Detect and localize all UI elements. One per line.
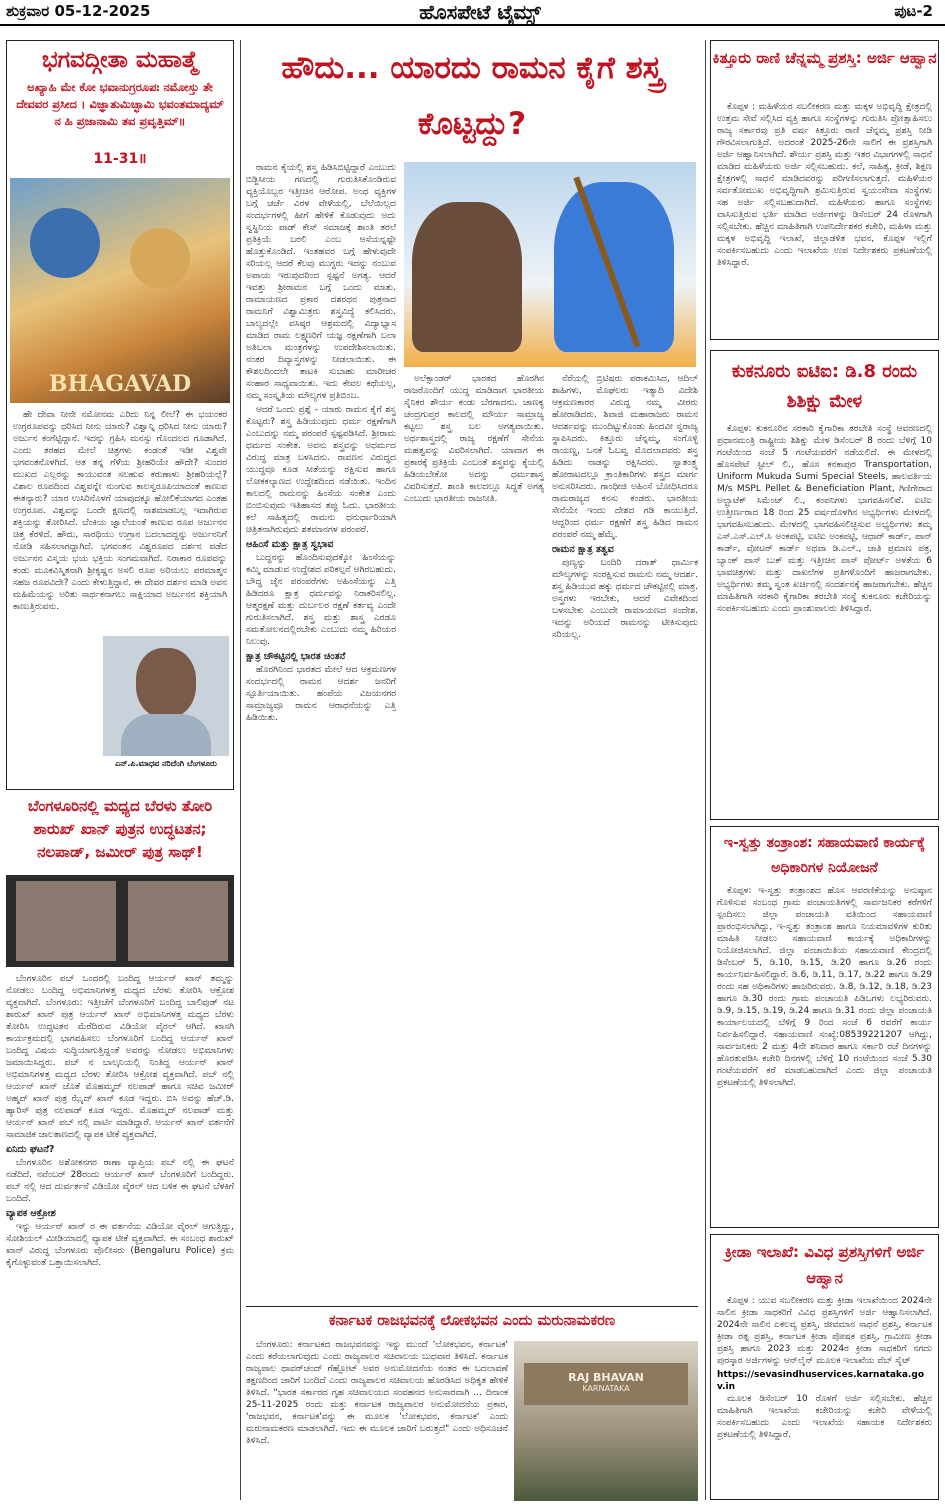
krishna-figure — [30, 208, 100, 278]
pub-photo-2 — [128, 881, 228, 961]
rama-subheading: ರಾಮನ ಕ್ಷಾತ್ರ ತತ್ವವ — [552, 544, 614, 555]
kukanur-article — [710, 350, 939, 820]
gita-body: ಹೇ ದೇವಾ ನೀನೇ ನಮೋನಮ ಎರಿದು ನಿನ್ನ ಲೀಲೆ? ಈ ಭಯಂಕರ ಉಗ್ರರೂಪವನ್ನು ಧರಿಸಿದ ನೀನು ಯಾರು? ವಿಶ್ವಾನ್ನಿ ಧರಿಸಿದ ನೀನು ಯಾರು? ಅರ್ಜುನ ಕಂಗೆಟ್ಟಿದ್ದಾನೆ. ಇದನ್ನು ಗ್ರಹಿಸಿ ಮನಸ್ಸು ಗೊಂದಲದ ಗೂಡಾಗಿದೆ. ಎಂದು ತರಹದ ಮೇಲೆ ಚಿತ್ರಗಳು ಕಂಡಂತೆ ಇಡೀ ವಿಶ್ವವೇ ಭಗವಂತನೊಳಗಿದೆ. ಆತ ತನ್ನ ಗೆಳೆಯ ಶ್ರೀಹರಿಯೇ ಹೌದೇ? ಸುಂದರ ಮುಖದ ಎಲ್ಲರನ್ನು ಕಾಯುವಂತ ಸಲಹುವ ಕರುಣಾಳು ಶ್ರೀಹರಿಯಲ್ಲೆ? ವಿಶಾಲ ರೂಪದಿಂದ ವಿಶ್ವವನ್ನೇ ನುಂಗುವ ಕಾಲಸ್ವರೂಪಿಯಾದಂತೆ ಕಾಣುವ ಈತನ್ಯಾರು? ಯಾರ ಉಸಿರಿನೊಳಗೆ ಯಾವುದಕ್ಕೂ ಹೋಲಿಕೆಯಾಗದ ಎಂತಹ ಉಗ್ರರೂಪ. ವಿಶ್ವವನ್ನು ಒಂದೇ ಕ್ಷಣದಲ್ಲಿ ನಾಶಮಾಡಬಲ್ಲ ಇದಾಗಿರುವ ಶಕ್ತಿಯನ್ನು ತೋರಿಸಿದೆ. ಬೆಂಕಿಯ ಜ್ವಾಲೆಯಂತೆ ಕಾಣುವ ರೂಪ ಅರ್ಜುನನ ಚಿತ್ತ ಕೆರಳಿದೆ. ಹೌದು, ಸಾರಥಿಯು ಉಗ್ರಾನ ಬದಲಾದದ್ದನ್ನು ಅರ್ಜುನನಿಗೆ ನೋಡಿ ಸಹಿಸಲಾಗದ್ದಾಗಿದೆ. ಭಗವಂತನ ವಿಶ್ವರೂಪದ ದರ್ಶನ ಪಡೆದ ಅರ್ಜುನನ ವಿಸ್ಮಯ ಭಯ ಭಕ್ತಿಯ ಸಂಗಮವಾಗಿದೆ. ನಿರಾಕಾರ ರೂಪವನ್ನು ಕಂಡು ಮೂಕವಿಸ್ಮಿತನಾಗಿ ಶ್ರೀಕೃಷ್ಣನ ಅಸಲಿ ರೂಪ ಅರಿಯಲು ಪರಮಾತ್ಮನ ಸಹಜ ರೂಪವಿದೇ? ಎಂದು ಕೇಳುತ್ತಿದ್ದಾನೆ. ಈ ದೇವರ ದರ್ಶನ ಮಾಡಿ ಅವನ ಮಹಿಮೆಯನ್ನು ಅರಿತು ಸಾರ್ಥಕನಾಗಲು ಸಾಕ್ಷಿಯಾದ ಅರ್ಜುನನ ಶಕ್ತಿಯಾಗಿ ಕಾಣುತ್ತಿರುವನು. — [13, 410, 227, 612]
pub-article — [6, 795, 234, 1500]
rama-subheading: ಕ್ಷಾತ್ರ ಚೌಕಟ್ಟಿನಲ್ಲಿ ಭಾರತ ಚಿಂತನೆ — [246, 651, 346, 662]
sports-article — [710, 1234, 939, 1500]
author-shirt — [121, 714, 211, 756]
kittur-title: ಕಿತ್ತೂರು ರಾಣಿ ಚೆನ್ನಮ್ಮ ಪ್ರಶಸ್ತಿ: ಅರ್ಜಿ ಆಹ್ವಾನ — [712, 49, 937, 67]
rama-col2: ಅಲೆಕ್ಸಾಂಡರ್ ಭಾರತದ ಹೊರಗಿನ ರಾಜರೊಂದಿಗೆ ಯುದ್ಧ ಮಾಡಿದಾಗ ಭಾರತೀಯ ಸೈನಿಕರ ಶೌರ್ಯ ಕಂಡು ಬೆರಗಾದನು. ಚಾಣಕ್ಯ ಚಂದ್ರಗುಪ್ತರ ಕಾಲದಲ್ಲಿ ಮೌರ್ಯ ಸಾಮ್ರಾಜ್ಯ ಕಟ್ಟಲು ಶಸ್ತ್ರ ಬಲ ಅಗತ್ಯವಾಯಿತು. ಅರ್ಥಶಾಸ್ತ್ರದಲ್ಲಿ ರಾಜ್ಯ ರಕ್ಷಣೆಗೆ ಸೇನೆಯ ಮಹತ್ವವನ್ನು ವಿವರಿಸಲಾಗಿದೆ. ಯಾವಾಗ ಈ ಪ್ರಕಾರಕ್ಕೆ ಪ್ರತಿಕ್ರಿಯೆ ಎಂಬಂತೆ ಶಸ್ತ್ರವನ್ನು ಕೈಯಲ್ಲಿ ಹಿಡಿಯಬೇಕೋ ಅದನ್ನು ಧರ್ಮಶಾಸ್ತ್ರ ವಿವರಿಸುತ್ತದೆ. ಶಾಂತಿ ಕಾಲದಲ್ಲೂ ಸಿದ್ಧತೆ ಅಗತ್ಯ ಎಂಬುದು ಭಾರತೀಯ ರಾಜನೀತಿ. — [404, 374, 544, 504]
gita-cover-title: BHAGAVAD — [48, 371, 192, 397]
author-caption: ಎನ್.ಪಿ.ಮಾಧವ ನರಿದೆಂಗಿ ಬೆಂಗಳೂರು — [115, 759, 217, 768]
gita-body-wrap — [13, 641, 99, 751]
column-divider — [705, 40, 706, 1500]
rajbhavan-article — [246, 1306, 698, 1502]
sports-body: ಕೊಪ್ಪಳ : ಯುವ ಸಬಲೀಕರಣ ಮತ್ತು ಕ್ರೀಡಾ ಇಲಾಖೆಯಿಂದ 2024ನೇ ಸಾಲಿನ ಕ್ರೀಡಾ ಸಾಧಕರಿಗೆ ವಿವಿಧ ಪ್ರಶಸ್ತಿಗಳಿಗೆ ಅರ್ಜಿ ಆಹ್ವಾನಿಸಲಾಗಿದೆ. 2024ನೇ ಸಾಲಿನ ಏಕಲವ್ಯ ಪ್ರಶಸ್ತಿ, ಜೀವಮಾನ ಸಾಧನೆ ಪ್ರಶಸ್ತಿ, ಕರ್ನಾಟಕ ಕ್ರೀಡಾ ರತ್ನ ಪ್ರಶಸ್ತಿ, ಕರ್ನಾಟಕ ಕ್ರೀಡಾ ಪೋಷಕ ಪ್ರಶಸ್ತಿ, ಗ್ರಾಮೀಣ ಕ್ರೀಡಾ ಪ್ರಶಸ್ತಿ ಹಾಗೂ 2023 ಮತ್ತು 2024ರ ಕ್ರೀಡಾ ಸಾಧಕರಿಗೆ ನಗದು ಪುರಸ್ಕಾರ ಅರ್ಜಿಗಳನ್ನು ಆನ್‌ಲೈನ್ ಮೂಲಕ ಇಲಾಖೆಯ ವೆಬ್ ಸೈಟ್ https://sevasindhuservices.karnataka.gov.in ಮೂಲಕ ಡಿಸೆಂಬರ್ 10 ರೊಳಗೆ ಅರ್ಜಿ ಸಲ್ಲಿಸಬೇಕು. ಹೆಚ್ಚಿನ ಮಾಹಿತಿಗಾಗಿ ಇಲಾಖೆಯ ಕಚೇರಿಯನ್ನು ಕಚೇರಿ ವೇಳೆಯಲ್ಲಿ ಸಂಪರ್ಕಿಸಬಹುದು ಎಂದು ಇಲಾಖೆಯ ಸಹಾಯಕ ನಿರ್ದೇಶಕರು ಪ್ರಕಟಣೆಯಲ್ಲಿ ತಿಳಿಸಿದ್ದಾರೆ. — [717, 1296, 932, 1440]
kukanur-body: ಕೊಪ್ಪಳ: ಕುಕನೂರಿನ ಸರಕಾರಿ ಕೈಗಾರಿಕಾ ತರಬೇತಿ ಸಂಸ್ಥೆ ಆವರಣದಲ್ಲಿ ಪ್ರಧಾನಮಂತ್ರಿ ರಾಷ್ಟ್ರೀಯ ಶಿಶಿಕ್ಷು ಮೇಳ ಡಿಸೆಂಬರ್ 8 ರಂದು ಬೆಳಿಗ್ಗೆ 10 ಗಂಟೆಯಿಂದ ಸಂಜೆ 5 ಗಂಟೆಯವರೆಗೆ ನಡೆಯಲಿದೆ. ಈ ಮೇಳದಲ್ಲಿ ಹೊಸಪೇಟೆ ಸ್ಟೀಲ್ ಲಿ., ಹೊಸ ಕನಕಾಪುರ Transportation, Uniform Mukuda Sumi Special Steels, ಹಾಲವರ್ತಿಯ M/s MSPL Pellet & Beneficiation Plant, ಗಿಣಿಗೇರಾದ ಅಲ್ಟ್ರಾಟೆಕ್ ಸಿಮೆಂಟ್ ಲಿ., ಕಂಪನಿಗಳು ಭಾಗವಹಿಸಲಿವೆ. ಐಟಿಐ ಉತ್ತೀರ್ಣರಾದ 18 ರಿಂದ 25 ವರ್ಷದೊಳಗಿನ ಅಭ್ಯರ್ಥಿಗಳು ಮೇಳದಲ್ಲಿ ಭಾಗವಹಿಸಬಹುದು. ಮೇಳದಲ್ಲಿ ಭಾಗವಹಿಸಲಿಚ್ಛಿಸುವ ಅಭ್ಯರ್ಥಿಗಳು ತಮ್ಮ ಎಸ್.ಎಸ್.ಎಲ್.ಸಿ ಅಂಕಪಟ್ಟಿ, ಐಟಿಐ ಅಂಕಪಟ್ಟಿ, ಆಧಾರ್ ಕಾರ್ಡ್, ಪಾನ್ ಕಾರ್ಡ್, ವೋಟರ್ ಕಾರ್ಡ್ ಅಥವಾ ಡಿ.ಎಲ್., ಜಾತಿ ಪ್ರಮಾಣ ಪತ್ರ, ಬ್ಯಾಂಕ್ ಪಾಸ್ ಬುಕ್ ಮತ್ತು ಇತ್ತೀಚಿನ ಪಾಸ್ ಪೋರ್ಟ್ ಅಳತೆಯ 6 ಭಾವಚಿತ್ರಗಳು ಮತ್ತು ದಾಖಲೆಗಳ ಪ್ರತಿಗಳೊಂದಿಗೆ ಹಾಜರಾಗಬೇಕು. ಅಭ್ಯರ್ಥಿಗಳು ತಮ್ಮ ಸ್ವಂತ ಖರ್ಚಿನಲ್ಲಿ ಸಂದರ್ಶನಕ್ಕೆ ಹಾಜರಾಗಬೇಕು. ಹೆಚ್ಚಿನ ಮಾಹಿತಿಗಾಗಿ ಸರಕಾರಿ ಕೈಗಾರಿಕಾ ತರಬೇತಿ ಸಂಸ್ಥೆ ಕುಕನೂರು ಕಚೇರಿಯನ್ನು ಸಂಪರ್ಕಿಸಬಹುದು ಎಂದು ಪ್ರಾಂಶುಪಾಲರು ತಿಳಿಸಿದ್ದಾರೆ. — [717, 424, 932, 614]
rama-col1: ರಾಮನ ಕೈಯಲ್ಲಿ ಶಸ್ತ್ರ ಹಿಡಿಸಿಬಿಟ್ಟಿದ್ದಾರೆ ಎಂಬುದು ಬಿಡ್ಜಿಸೀಯ ಗಣದಲ್ಲಿ ಗುರುತಿಸಿಕೊಂಡಿರುವ ವ್ಯಕ್ತಿಯೊಬ್ಬರ ಇತ್ತೀಚಿನ ಆರೋಪ. ಅಂಥ ವ್ಯಕ್ತಿಗಳ ಬಗ್ಗೆ ಚರ್ಚೆ ವಿರಳ ವೇಳೆಯಲ್ಲಿ, ಬೆಲೆಯಿಲ್ಲದ ಸಂದರ್ಭಗಳಲ್ಲಿ ಹೀಗೆ ಹೇಳಿಕೆ ಕೊಡುವುದು ಅದು ಸ್ವಸ್ಥಿನಿಯ ಪಾಡ್ ಕೇಸ್ ಸಮಾಜಕ್ಕೆ ಶಾಂತಿ ತರಲೆ ಪ್ರತಿಕ್ರಿಯೆ ಬರಲಿ ಎಂಬ ಆಸೆಯನ್ನಷ್ಟೇ ಹೊತ್ತುಕೊಂಡಿದೆ. ಇಂತಹವರ ಬಗ್ಗೆ ಹೇಳುವುದೇ ಸರಿಯಲ್ಲ ಆದರೆ ಕೆಲವು ಮುಗ್ಧರು ಇದನ್ನು ನಂಬುವ ಅಪಾಯ ಇರುವುದರಿಂದ ಸ್ಪಷ್ಟನೆ ಅಗತ್ಯ. ಆದರೆ ಇವತ್ತು ಶ್ರೀರಾಮನ ಬಗ್ಗೆ ಒಂದು ಮಾತು. ರಾಮಾಯಣದ ಪ್ರಕಾರ ದಶರಥನ ಪುತ್ರನಾದ ರಾಮನಿಗೆ ವಿಶ್ವಾಮಿತ್ರರು ಶಸ್ತ್ರವಿದ್ಯೆ ಕಲಿಸಿದರು. ಬಾಲ್ಯದಲ್ಲೇ ವಸಿಷ್ಠರ ಆಶ್ರಮದಲ್ಲಿ ವಿದ್ಯಾಭ್ಯಾಸ ಮಾಡಿದ ರಾಮ ಲಕ್ಷ್ಮಣರಿಗೆ ಯಜ್ಞ ರಕ್ಷಣೆಗಾಗಿ ಬಲಾ ಅತಿಬಲಾ ಮಂತ್ರಗಳನ್ನು ಉಪದೇಶಿಸಲಾಯಿತು. ನಂತರ ದಿವ್ಯಾಸ್ತ್ರಗಳನ್ನು ನೀಡಲಾಯಿತು. ಈ ಕೌಶಲದಿಂದಲೇ ತಾಟಕಿ ಸುಬಾಹು ಮಾರೀಚರ ಸಂಹಾರ ಸಾಧ್ಯವಾಯಿತು. ಇದು ಕೇವಲ ಕಥೆಯಲ್ಲ, ನಮ್ಮ ಸಂಸ್ಕೃತಿಯ ಮೌಲ್ಯಗಳ ಪ್ರತಿಬಿಂಬ. ಆದರೆ ಒಂದು ಪ್ರಶ್ನೆ - ಯಾರು ರಾಮನ ಕೈಗೆ ಶಸ್ತ್ರ ಕೊಟ್ಟರು? ಶಸ್ತ್ರ ಹಿಡಿಯುವುದು ಧರ್ಮ ರಕ್ಷಣೆಗಾಗಿ ಎಂಬುದನ್ನು ನಮ್ಮ ಪರಂಪರೆ ಸ್ಪಷ್ಟಪಡಿಸಿದೆ. ಶ್ರೀರಾಮ ಧರ್ಮದ ಸಂಕೇತ. ಅವನು ಶಸ್ತ್ರವನ್ನು ಅಧರ್ಮದ ವಿರುದ್ಧ ಮಾತ್ರ ಬಳಸಿದನು. ರಾವಣನ ವಿರುದ್ಧದ ಯುದ್ಧವೂ ಕೂಡ ಸೀತೆಯನ್ನು ರಕ್ಷಿಸುವ ಹಾಗೂ ಲೋಕಕಲ್ಯಾಣದ ಉದ್ದೇಶದಿಂದ ನಡೆಯಿತು. ಇಂದಿನ ಕಾಲದಲ್ಲಿ ರಾಮನನ್ನು ಹಿಂಸೆಯ ಸಂಕೇತ ಎಂದು ಬಿಂಬಿಸುವುದು ಇತಿಹಾಸದ ತಪ್ಪು ಓದು. ಭಾರತೀಯ ಕಲೆ ಸಾಹಿತ್ಯದಲ್ಲಿ ರಾಮನು ಧನುರ್ಧಾರಿಯಾಗಿ ಚಿತ್ರಿತನಾಗಿರುವುದು ಶತಮಾನಗಳ ಪರಂಪರೆ. ಆಹಿಂಸೆ ಮತ್ತು ಕ್ಷಾತ್ರ ಸ್ವಭಾವ ಬುದ್ಧನನ್ನು ಹೊಂದಿಸುವುದಕ್ಕೋ ಹಿಂಸೆಯನ್ನು ಕಮ್ಮಿ ಮಾಡುವ ಉದ್ದೇಶದ ಪರಿಕಲ್ಪನೆ ಆಗಿರಬಹುದು. ಬೌದ್ಧ ಜೈನ ಪರಂಪರೆಗಳು ಅಹಿಂಸೆಯನ್ನು ಎತ್ತಿ ಹಿಡಿದರೂ ಕ್ಷಾತ್ರ ಧರ್ಮವನ್ನು ನಿರಾಕರಿಸಲಿಲ್ಲ. ಆತ್ಮರಕ್ಷಣೆ ಮತ್ತು ದುರ್ಬಲರ ರಕ್ಷಣೆ ಕರ್ತವ್ಯ ಎಂದೇ ಗುರುತಿಸಲಾಗಿದೆ. ಶಸ್ತ್ರ ಮತ್ತು ಶಾಸ್ತ್ರ ಎರಡೂ ಸಮತೋಲನದಲ್ಲಿರಬೇಕು ಎಂಬುದು ನಮ್ಮ ಹಿರಿಯರ ನಿಲುವು. ಕ್ಷಾತ್ರ ಚೌಕಟ್ಟಿನಲ್ಲಿ ಭಾರತ ಚಿಂತನೆ ಹೊರಗಿನಿಂದ ಭಾರತದ ಮೇಲೆ ಆದ ಆಕ್ರಮಣಗಳ ಸಂದರ್ಭದಲ್ಲಿ ರಾಮನ ಆದರ್ಶ ಜನರಿಗೆ ಸ್ಫೂರ್ತಿಯಾಯಿತು. ಹಂಪೆಯ ವಿಜಯನಗರ ಸಾಮ್ರಾಜ್ಯವೂ ರಾಮನ ಆರಾಧನೆಯನ್ನು ಎತ್ತಿ ಹಿಡಿಯಿತು. — [246, 163, 396, 723]
pub-subheading: ಏನಿದು ಘಟನೆ? — [6, 1144, 55, 1155]
gita-article — [6, 40, 234, 790]
pub-photo-strip — [6, 875, 234, 967]
arjuna-figure — [130, 228, 190, 288]
pub-subheading: ವ್ಯಾಪಕ ಆಕ್ರೋಶ — [6, 1208, 56, 1219]
page-number: ಪುಟ-2 — [894, 2, 933, 20]
rama-figure — [554, 182, 674, 352]
author-face — [136, 648, 196, 718]
kittur-body: ಕೊಪ್ಪಳ : ಮಹಿಳೆಯರ ಸಬಲೀಕರಣ ಮತ್ತು ಮಕ್ಕಳ ಅಭಿವೃದ್ಧಿ ಕ್ಷೇತ್ರದಲ್ಲಿ ಉತ್ತಮ ಸೇವೆ ಸಲ್ಲಿಸಿದ ವ್ಯಕ್ತಿ ಹಾಗೂ ಸಂಸ್ಥೆಗಳನ್ನು ಗುರುತಿಸಿ ಪ್ರೋತ್ಸಾಹಿಸಲು ರಾಜ್ಯ ಸರ್ಕಾರವು ಪ್ರತಿ ವರ್ಷ ಕಿತ್ತೂರು ರಾಣಿ ಚೆನ್ನಮ್ಮ ಪ್ರಶಸ್ತಿ ನೀಡಿ ಗೌರವಿಸಲಾಗುತ್ತಿದೆ. ಅದರಂತೆ 2025-26ನೇ ಸಾಲಿಗೆ ಈ ಪ್ರಶಸ್ತಿಗಾಗಿ ಅರ್ಜಿ ಆಹ್ವಾನಿಸಲಾಗಿದೆ. ಶೌರ್ಯ ಪ್ರಶಸ್ತಿ ಮತ್ತು ಇತರ ವಿಭಾಗಗಳಲ್ಲಿ ಸಾಧನೆ ಮಾಡಿದ ಮಹಿಳೆಯರು ಅರ್ಜಿ ಸಲ್ಲಿಸಬಹುದು. ಕಲೆ, ಸಾಹಿತ್ಯ, ಕ್ರೀಡೆ, ಶಿಕ್ಷಣ ಕ್ಷೇತ್ರಗಳಲ್ಲಿ ಸಾಧನೆ ಮಾಡಿದವರನ್ನು ಪರಿಗಣಿಸಲಾಗುತ್ತದೆ. ಮಹಿಳೆಯರ ಸರ್ವತೋಮುಖ ಅಭಿವೃದ್ಧಿಗಾಗಿ ಶ್ರಮಿಸುತ್ತಿರುವ ಸ್ವಯಂಸೇವಾ ಸಂಸ್ಥೆಗಳು ಸಹ ಅರ್ಜಿ ಸಲ್ಲಿಸಬಹುದಾಗಿದೆ. ಮಹಿಳೆಯರು ಹಾಗೂ ಸಂಸ್ಥೆಗಳು ವಾಸಿಸುತ್ತಿರುವ ಭರ್ತಿ ಮಾಡಿದ ಅರ್ಜಿಗಳನ್ನು ಡಿಸೆಂಬರ್ 24 ರೊಳಗಾಗಿ ಸಲ್ಲಿಸಬೇಕು. ಹೆಚ್ಚಿನ ಮಾಹಿತಿಗಾಗಿ ಉಪನಿರ್ದೇಶಕರ ಕಚೇರಿ, ಮಹಿಳಾ ಮತ್ತು ಮಕ್ಕಳ ಅಭಿವೃದ್ಧಿ ಇಲಾಖೆ, ಜಿಲ್ಲಾಡಳಿತ ಭವನ, ಕೊಪ್ಪಳ ಇಲ್ಲಿಗೆ ಸಂಪರ್ಕಿಸಬಹುದು ಎಂದು ಇಲಾಖೆಯ ಉಪ ನಿರ್ದೇಶಕರು ಪ್ರಕಟಣೆಯಲ್ಲಿ ತಿಳಿಸಿದ್ದಾರೆ. — [717, 102, 932, 268]
pub-body: ಬೆಂಗಳೂರಿನ ಪಬ್ ಒಂದರಲ್ಲಿ ಬಂದಿದ್ದ ಆರ್ಯನ್ ಖಾನ್ ತಮ್ಮನ್ನು ನೋಡಲು ಬಂದಿದ್ದ ಅಭಿಮಾನಿಗಳತ್ತ ಮಧ್ಯದ ಬೆರಳು ತೋರಿಸಿ ಆಕ್ರೋಶ ವ್ಯಕ್ತವಾಗಿದೆ. ಬೆಂಗಳೂರು: ಇತ್ತೀಚೆಗೆ ಬೆಂಗಳೂರಿಗೆ ಬಂದಿದ್ದ ಬಾಲಿವುಡ್ ನಟ ಶಾರುಖ್ ಖಾನ್ ಪುತ್ರ ಆರ್ಯನ್ ಖಾನ್ ಅಭಿಮಾನಿಗಳತ್ತ ಮಧ್ಯದ ಬೆರಳು ತೋರಿಸಿ ಉದ್ಧಟತನ ಮೆರೆದಿರುವ ವಿಡಿಯೋ ವೈರಲ್ ಆಗಿದೆ. ಖಾಸಗಿ ಕಾರ್ಯಕ್ರಮದಲ್ಲಿ ಭಾಗವಹಿಸಲು ಬೆಂಗಳೂರಿಗೆ ಬಂದಿದ್ದ ಆರ್ಯನ್ ಖಾನ್ ಬಂದಿದ್ದ ವಿಷಯ ಸುದ್ದಿಯಾಗುತ್ತಿದ್ದಂತೆ ಅವರನ್ನು ನೋಡಲು ಅಭಿಮಾನಿಗಳು ಜಮಾಯಿಸಿದ್ದರು. ಪಬ್ ನ ಬಾಲ್ಕನಿಯಲ್ಲಿ ನಿಂತಿದ್ದ ಆರ್ಯನ್ ಖಾನ್ ಅಭಿಮಾನಿಗಳತ್ತ ಮಧ್ಯದ ಬೆರಳು ತೋರಿಸಿ ಆಕ್ರೋಶ ವ್ಯಕ್ತವಾಗಿದೆ. ಪಬ್ ನಲ್ಲಿ ಆರ್ಯನ್ ಖಾನ್ ಜೊತೆ ಮೊಹಮ್ಮದ್ ನಲಪಾಡ್ ಹಾಗೂ ಸಚಿವ ಜಮೀರ್ ಅಹ್ಮದ್ ಖಾನ್ ಪುತ್ರ ಝೈದ್ ಖಾನ್ ಕೂಡ ಇದ್ದರು. ಬಿಸಿ ಅವನ್ನು ಹೆಚ್.ಡಿ. ಹ್ಯಾರಿಸ್ ಪುತ್ರ ನಲಪಾಡ್ ಕೂಡ ಇದ್ದರು. ಮೊಹಮ್ಮದ್ ನಲಪಾಡ್ ಮತ್ತು ಆರ್ಯನ್ ಖಾನ್ ಪಬ್ ನಲ್ಲಿ ಪಾರ್ಟಿ ಮಾಡಿದ್ದಾರೆ. ಆರ್ಯನ್ ಖಾನ್ ವರ್ತನೆಗೆ ಸಾಮಾಜಿಕ ಜಾಲತಾಣದಲ್ಲಿ ವ್ಯಾಪಕ ಟೀಕೆ ವ್ಯಕ್ತವಾಗಿದೆ. ಏನಿದು ಘಟನೆ? ಬೆಂಗಳೂರಿನ ಅಶೋಕನಗರ ಠಾಣಾ ವ್ಯಾಪ್ತಿಯ ಪಬ್ ನಲ್ಲಿ ಈ ಘಟನೆ ನಡೆದಿದೆ. ನವೆಂಬರ್ 28ರಂದು ಆರ್ಯನ್ ಖಾನ್ ಬೆಂಗಳೂರಿಗೆ ಬಂದಿದ್ದರು. ಪಬ್ ನಲ್ಲಿ ಆದ ದುರ್ವರ್ತನೆ ವಿಡಿಯೋ ವೈರಲ್ ಆದ ಬಳಿಕ ಈ ಘಟನೆ ಬೆಳಕಿಗೆ ಬಂದಿದೆ. ವ್ಯಾಪಕ ಆಕ್ರೋಶ ಇನ್ನು ಆರ್ಯನ್ ಖಾನ್ ರ ಈ ವರ್ತನೆಯ ವಿಡಿಯೋ ವೈರಲ್ ಆಗುತ್ತಿದ್ದು, ಸೋಶಿಯಲ್ ಮೀಡಿಯಾದಲ್ಲಿ ವ್ಯಾಪಕ ಟೀಕೆ ವ್ಯಕ್ತವಾಗಿದೆ. ಈ ಸಂಬಂಧ ಶಾರುಖ್ ಖಾನ್ ವಿರುದ್ಧ ಬೆಂಗಳೂರು ಪೊಲೀಸರು (Bengaluru Police) ಕ್ರಮ ಕೈಗೊಳ್ಳುವಂತೆ ಒತ್ತಾಯಿಸಲಾಗಿದೆ. — [6, 974, 234, 1268]
issue-date: ಶುಕ್ರವಾರ 05-12-2025 — [6, 2, 151, 20]
parashurama-figure — [412, 202, 522, 352]
author-photo — [103, 636, 229, 756]
rama-title: ಹೌದು... ಯಾರದು ರಾಮನ ಕೈಗೆ ಶಸ್ತ್ರ ಕೊಟ್ಟದ್ದು? — [281, 50, 663, 142]
eswathu-body: ಕೊಪ್ಪಳ: ಇ-ಸ್ವತ್ತು ತಂತ್ರಾಂಶದ ಹೊಸ ಆವರಣಿಕೆಯನ್ನು ಅನುಷ್ಠಾನ ಗೊಳಿಸುವ ಸಂಬಂಧ ಗ್ರಾಮ ಪಂಚಾಯತಿಗಳಲ್ಲಿ ಸಾರ್ವಜನಿಕರ ಕರೆಗಳಿಗೆ ಸ್ಪಂದಿಸಲು ಜಿಲ್ಲಾ ಪಂಚಾಯತಿ ವತಿಯಿಂದ ಸಹಾಯವಾಣಿ ಪ್ರಾರಂಭಿಸಲಾಗಿದ್ದು, ಇ-ಸ್ವತ್ತು ತಂತ್ರಾಂಶ ಹಾಗೂ ನಿಯಮಾವಳಿಗಳ ಕುರಿತು ಮಾಹಿತಿ ನೀಡಲು ಸಹಾಯವಾಣಿ ಕಾರ್ಯಕ್ಕೆ ಅಧಿಕಾರಿಗಳನ್ನು ನಿಯೋಜಿಸಲಾಗಿದೆ. ಜಿಲ್ಲಾ ಪಂಚಾಯಿತಿಯ ಸಹಾಯವಾಣಿ ಕೇಂದ್ರದಲ್ಲಿ ಡಿಸೆಂಬರ್ 5, ಡಿ.10, ಡಿ.15, ಡಿ.20 ಹಾಗೂ ಡಿ.26 ರಂದು ಕಾರ್ಯನಿರ್ವಹಿಸಲಿದ್ದಾರೆ. ಡಿ.6, ಡಿ.11, ಡಿ.17, ಡಿ.22 ಹಾಗೂ ಡಿ.29 ರಂದು ಸಹ ಅಧಿಕಾರಿಗಳು ಹಾಜರಿರುವರು. ಡಿ.8, ಡಿ.12, ಡಿ.18, ಡಿ.23 ಹಾಗೂ ಡಿ.30 ರಂದು ಗ್ರಾಮ ಪಂಚಾಯತಿ ಪಿಡಿಒಗಳು ಲಭ್ಯರಿರುವರು. ಡಿ.9, ಡಿ.15, ಡಿ.19, ಡಿ.24 ಹಾಗೂ ಡಿ.31 ರಂದು ಜಿಲ್ಲಾ ಪಂಚಾಯತಿ ಕಾರ್ಯಾಲಯದಲ್ಲಿ ಬೆಳಿಗ್ಗೆ 9 ರಿಂದ ಸಂಜೆ 6 ರವರೆಗೆ ಕಾರ್ಯ ನಿರ್ವಹಿಸಲಿದ್ದಾರೆ. ಸಹಾಯವಾಣಿ ಸಂಖ್ಯೆ:08539221207 ಆಗಿದ್ದು, ಸಾರ್ವಜನಿಕರು 2 ಮತ್ತು 4ನೇ ಶನಿವಾರ ಹಾಗೂ ಸರ್ಕಾರಿ ರಜೆ ದಿನಗಳನ್ನು ಹೊರತುಪಡಿಸಿ ಕಚೇರಿ ದಿನಗಳಲ್ಲಿ ಬೆಳಿಗ್ಗೆ 10 ಗಂಟೆಯಿಂದ ಸಂಜೆ 5.30 ಗಂಟೆಯವರೆಗೆ ಕರೆ ಮಾಡಬಹುದಾಗಿದೆ ಎಂದು ಜಿಲ್ಲಾ ಪಂಚಾಯತಿ ಪ್ರಕಟಣೆಯಲ್ಲಿ ತಿಳಿಸಲಾಗಿದೆ. — [717, 886, 932, 1088]
rajbhavan-body: ಬೆಂಗಳೂರು: ಕರ್ನಾಟಕದ ರಾಜಭವನವನ್ನು ಇನ್ನು ಮುಂದೆ 'ಲೋಕಭವನ, ಕರ್ನಾಟಕ' ಎಂದು ಕರೆಯಲಾಗುವುದು ಎಂದು ರಾಜ್ಯಪಾಲರ ಸಚಿವಾಲಯ ಬುಧವಾರ ತಿಳಿಸಿದೆ. ಕರ್ನಾಟಕ ರಾಜ್ಯಪಾಲ ಥಾವರ್‌ಚಂದ್ ಗೆಹ್ಲೋಟ್ ಅವರ ಅನುಮೋದನೆಯ ನಂತರ ಈ ಬದಲಾವಣೆ ತಕ್ಷಣದಿಂದ ಜಾರಿಗೆ ಬಂದಿದೆ ಎಂದು ರಾಜ್ಯಪಾಲರ ಸಚಿವಾಲಯ ಹೊರಡಿಸಿದ ಅಧಿಕೃತ ಹೇಳಿಕೆ ತಿಳಿಸಿದೆ. "ಭಾರತ ಸರ್ಕಾರದ ಗೃಹ ಸಚಿವಾಲಯದ ಸಂವಹನದ ಅನುಸಾರವಾಗಿ ... ದಿನಾಂಕ 25-11-2025 ರಂದು ಮತ್ತು ಕರ್ನಾಟಕ ರಾಜ್ಯಪಾಲರ ಅನುಮೋದನೆಯ ಪ್ರಕಾರ, 'ರಾಜಭವನ, ಕರ್ನಾಟಕ'ವನ್ನು ಈ ಮೂಲಕ 'ಲೋಕಭವನ, ಕರ್ನಾಟಕ' ಎಂದು ಮರುನಾಮಕರಣ ಮಾಡಲಾಗಿದೆ. ಇದು ಈ ಮೂಲಕ ಜಾರಿಗೆ ಬರುತ್ತದೆ" ಎಂದು ಅಧಿಸೂಚನೆ ತಿಳಿಸಿದೆ. — [246, 1340, 508, 1446]
kittur-article — [710, 40, 939, 340]
gita-title: ಭಗವದ್ಗೀತಾ ಮಹಾತ್ಮೆ — [41, 47, 199, 73]
gita-verse-number: 11-31॥ — [93, 151, 147, 167]
eswathu-title: ಇ-ಸ್ವತ್ತು ತಂತ್ರಾಂಶ: ಸಹಾಯವಾಣಿ ಕಾರ್ಯಕ್ಕೆ ಅಧಿಕಾರಿಗಳ ನಿಯೋಜನೆ — [723, 835, 926, 876]
pub-photo-1 — [16, 881, 116, 961]
header-rule — [0, 24, 945, 26]
rama-article — [246, 40, 698, 1302]
column-divider — [240, 40, 241, 1500]
pub-title: ಬೆಂಗಳೂರಿನಲ್ಲಿ ಮಧ್ಯದ ಬೆರಳು ತೋರಿ ಶಾರುಖ್ ಖಾನ್ ಪುತ್ರನ ಉದ್ಧಟತನ; ನಲಪಾಡ್, ಜಮೀರ್ ಪುತ್ರ ಸಾಥ್! — [27, 797, 213, 861]
rajbhavan-sign-sub: KARNATAKA — [582, 1384, 630, 1393]
eswathu-article — [710, 826, 939, 1228]
kukanur-title: ಕುಕನೂರು ಐಟಿಐ: ಡಿ.8 ರಂದು ಶಿಶಿಕ್ಷು ಮೇಳ — [731, 361, 918, 412]
rajbhavan-sign: RAJ BHAVAN — [568, 1371, 644, 1384]
rama-image — [404, 162, 696, 367]
rajbhavan-photo — [514, 1341, 698, 1501]
sports-url[interactable]: https://sevasindhuservices.karnataka.gov.in — [717, 1370, 925, 1392]
sports-title: ಕ್ರೀಡಾ ಇಲಾಖೆ: ವಿವಿಧ ಪ್ರಶಸ್ತಿಗಳಿಗೆ ಅರ್ಜಿ ಆಹ್ವಾನ — [724, 1243, 925, 1287]
masthead: ಹೊಸಪೇಟೆ ಟೈಮ್ಸ್ — [419, 0, 541, 24]
gita-shloka: ಅಖ್ಯಾಹಿ ಮೇ ಕೋ ಭವಾನುಗ್ರರೂಪಃ ನಮೋಸ್ತು ತೇ ದೇವವರ ಪ್ರಸೀದ । ವಿಜ್ಞಾತುಮಿಚ್ಛಾಮಿ ಭವಂತಮಾದ್ಯಮ್ ನ ಹಿ ಪ್ರಜಾನಾಮಿ ತವ ಪ್ರವೃತ್ತಿಮ್॥ — [16, 80, 224, 128]
rama-subheading: ಆಹಿಂಸೆ ಮತ್ತು ಕ್ಷಾತ್ರ ಸ್ವಭಾವ — [246, 539, 334, 550]
rajbhavan-title: ಕರ್ನಾಟಕ ರಾಜಭವನಕ್ಕೆ ಲೋಕಭವನ ಎಂದು ಮರುನಾಮಕರಣ — [328, 1313, 616, 1329]
gita-cover-image — [10, 178, 230, 403]
rama-col3: ನೆರೆಯಲ್ಲಿ ಬ್ರಿಟಿಷರು ಪರಾಕಮಿಸಿದ, ಆದಿಲ್ ಶಾಹಿಗಳು, ಮೊಘಲರು ಇತ್ಯಾದಿ ವಿದೇಶಿ ಆಕ್ರಮಣಕಾರರ ವಿರುದ್ಧ ನಮ್ಮ ವೀರರು ಹೋರಾಡಿದರು. ಶಿವಾಜಿ ಮಹಾರಾಜರು ರಾಮನ ಆದರ್ಶವನ್ನು ಮುಂದಿಟ್ಟುಕೊಂಡು ಹಿಂದವೀ ಸ್ವರಾಜ್ಯ ಸ್ಥಾಪಿಸಿದರು. ಕಿತ್ತೂರು ಚೆನ್ನಮ್ಮ, ಸಂಗೊಳ್ಳಿ ರಾಯಣ್ಣ, ಒನಕೆ ಓಬವ್ವ ಮೊದಲಾದವರು ಶಸ್ತ್ರ ಹಿಡಿದು ನಾಡನ್ನು ರಕ್ಷಿಸಿದರು. ಸ್ವಾತಂತ್ರ್ಯ ಹೋರಾಟದಲ್ಲೂ ಕ್ರಾಂತಿಕಾರಿಗಳು ಶಸ್ತ್ರದ ಮಾರ್ಗ ಅನುಸರಿಸಿದರು. ಗಾಂಧೀಜಿ ಅಹಿಂಸೆ ಬೋಧಿಸಿದರೂ ರಾಮರಾಜ್ಯದ ಕನಸು ಕಂಡರು. ಭಾರತೀಯ ಸೇನೆಯೇ ಇಂದು ದೇಶದ ಗಡಿ ಕಾಯುತ್ತಿದೆ. ಆದ್ದರಿಂದ ಧರ್ಮ ರಕ್ಷಣೆಗೆ ಶಸ್ತ್ರ ಹಿಡಿದ ರಾಮನ ಪರಂಪರೆ ನಮ್ಮ ಹೆಮ್ಮೆ. ರಾಮನ ಕ್ಷಾತ್ರ ತತ್ವವ ಪುಣ್ಯನ್ನು ಬಂದಿರಿ ದರಾತ್ ಧಾರ್ಮಿಕ ಮೌಲ್ಯಗಳನ್ನು ಸಂರಕ್ಷಿಸುವ ರಾಮನು ನಮ್ಮ ಆದರ್ಶ. ಶಸ್ತ್ರ ಹಿಡಿಯುವ ಹಕ್ಕು ಧರ್ಮದ ಚೌಕಟ್ಟಿನಲ್ಲಿ ಮಾತ್ರ. ಅಸ್ತ್ರಗಳು ಇರಬೇಕು, ಆದರೆ ವಿವೇಕದಿಂದ ಬಳಸಬೇಕು ಎಂಬುದೇ ರಾಮಾಯಣದ ಸಂದೇಶ. ಇದನ್ನು ಅರಿಯದೆ ರಾಮನನ್ನು ಟೀಕಿಸುವುದು ಸರಿಯಲ್ಲ. — [552, 374, 698, 640]
